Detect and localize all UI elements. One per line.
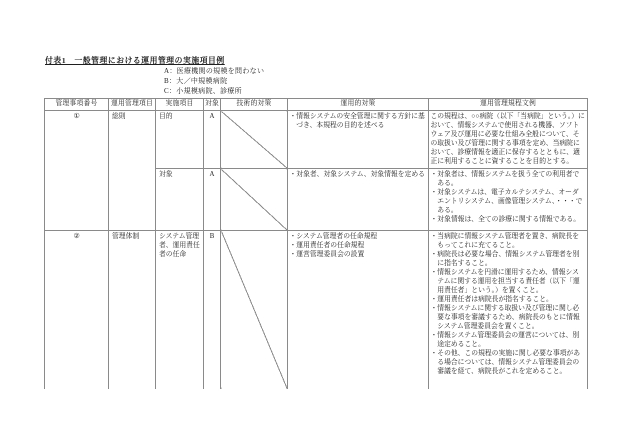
cell-operational-measures-3	[288, 231, 429, 390]
cell-technical-measures-empty-3	[221, 231, 288, 390]
text-line: ・情報システムに関する取扱い及び管理に関し必要な事項を審議するため、病院長のもとに情報システム管理委員会を置くこと。	[430, 305, 580, 330]
cell-category-management-structure: 管理体制	[109, 231, 156, 390]
col-header-operational-measures: 運用的対策	[288, 99, 429, 111]
cell-target-scale-3: B	[204, 231, 221, 390]
text-line: ・対象情報は、全ての診療に関する情報である。	[430, 216, 581, 223]
col-header-target: 対象	[204, 99, 221, 111]
col-header-implementation-item: 実施項目	[156, 99, 204, 111]
cell-category-general-provisions: 総則	[109, 111, 156, 231]
text-line: ・対象者、対象システム、対象情報を定める	[289, 171, 425, 178]
table-row-purpose	[45, 111, 588, 169]
text-line: ・運用責任者の任命規程	[289, 242, 365, 249]
text-line: ・病院長は必要な場合、情報システム管理者を別に指名すること。	[430, 251, 580, 267]
cell-target-scale-1: A	[204, 111, 221, 169]
text-line: ・その他、この規程の実施に関し必要な事項がある場合については、情報システム管理委員会の審議を経て、病院長がこれを定めること。	[430, 350, 581, 375]
text-line: ・当病院に情報システム管理者を置き、病院長をもってこれに充てること。	[430, 233, 580, 249]
cell-operational-measures-2	[288, 169, 429, 231]
table-row-management-structure	[45, 231, 588, 390]
table-header-row	[45, 99, 588, 111]
cell-item-number-2: ②	[45, 231, 109, 390]
text-line: ・対象者は、情報システムを扱う全ての利用者である。	[430, 171, 580, 187]
col-header-management-item-number: 管理事項番号	[45, 99, 109, 111]
cell-target-scale-2: A	[204, 169, 221, 231]
text-line: ・システム管理者の任命規程	[289, 233, 378, 240]
text-line: ・対象システムは、電子カルテシステム、オーダエントリシステム、画像管理システム、・・・である。	[430, 189, 583, 214]
text-line: ・情報システムを円滑に運用するため、情報システムに関する運用を担当する責任者（以下「運用責任者」という。）を置くこと。	[430, 269, 580, 294]
management-items-table	[44, 98, 588, 389]
legend-line-c: C：小規模病院、診療所	[164, 86, 242, 95]
cell-regulation-text-2	[429, 169, 588, 231]
cell-implementation-item-scope: 対象	[156, 169, 204, 231]
legend-line-b: B：大／中規模病院	[164, 76, 228, 85]
page-title: 付表1 一般管理における運用管理の実施項目例	[45, 56, 225, 65]
cell-implementation-item-appointment: システム管理者、運用責任者の任命	[156, 231, 204, 390]
cell-technical-measures-empty-2	[221, 169, 288, 231]
cell-regulation-text-1	[429, 111, 588, 169]
cell-item-number-1: ①	[45, 111, 109, 231]
cell-technical-measures-empty-1	[221, 111, 288, 169]
scale-legend	[164, 67, 264, 96]
col-header-technical-measures: 技術的対策	[221, 99, 288, 111]
text-line: ・情報システムの安全管理に関する方針に基づき、本規程の目的を述べる	[289, 113, 425, 129]
cell-operational-measures-1	[288, 111, 429, 169]
text-line: ・運用責任者は病院長が指名すること。	[430, 296, 553, 303]
cell-regulation-text-3	[429, 231, 588, 390]
text-line: ・運営管理委員会の設置	[289, 251, 365, 258]
col-header-operation-management-item: 運用管理項目	[109, 99, 156, 111]
legend-line-a: A：医療機関の規模を問わない	[164, 67, 265, 75]
col-header-regulation-text-example: 運用管理規程文例	[429, 99, 588, 111]
text-line: この規程は、○○病院（以下「当病院」という。）において、情報システムで使用される機器、ソフトウェア及び運用に必要な仕組み全般について、その取扱い及び管理に関する事項を定め、当病院において、診療情報を適正に保存するとともに、適正に利用することに資することを目的とする。	[430, 113, 585, 165]
cell-implementation-item-purpose: 目的	[156, 111, 204, 169]
text-line: ・情報システム管理委員会の運営については、別途定めること。	[430, 332, 580, 348]
